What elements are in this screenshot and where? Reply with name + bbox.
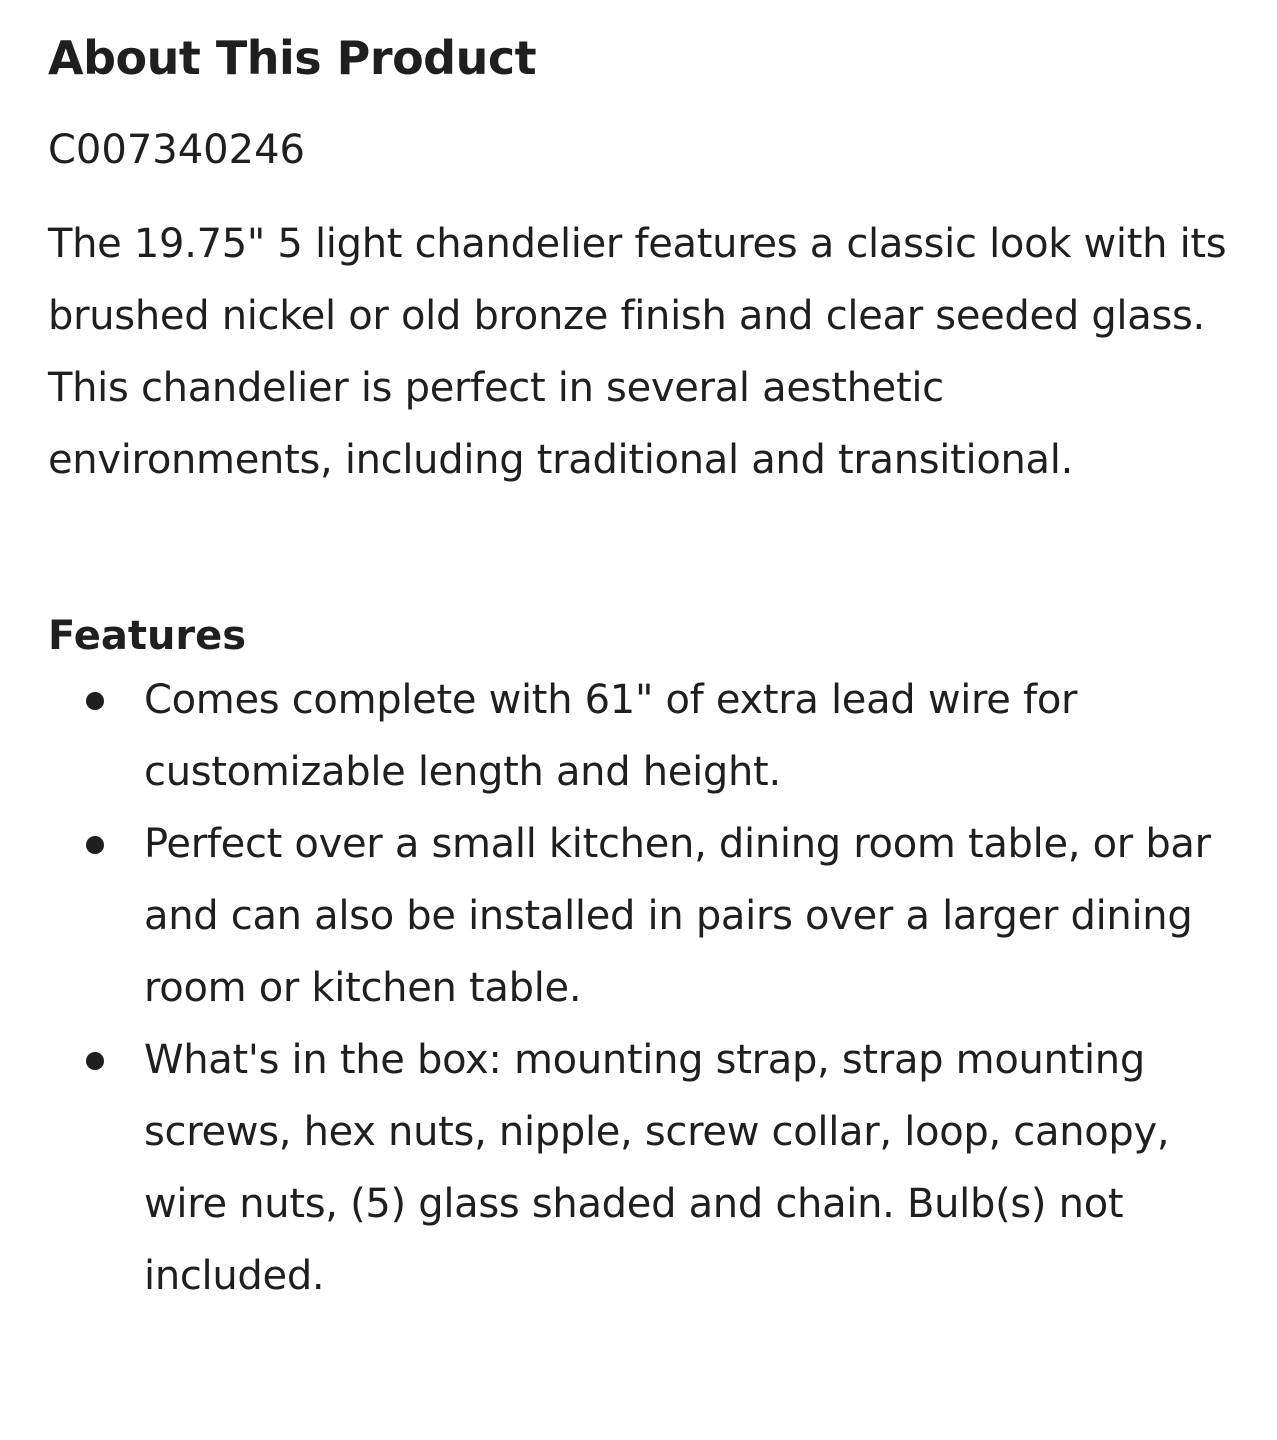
bullet-icon (86, 836, 104, 854)
section-title: About This Product (48, 31, 537, 85)
product-sku: C007340246 (48, 127, 305, 173)
feature-text: What's in the box: mounting strap, strap mounting screws, hex nuts, nipple, screw collar, loop, canopy, wire nuts, (5) glass shaded and chain. Bulb(s) not included. (144, 1037, 1170, 1299)
features-list (48, 664, 1229, 1312)
product-description: The 19.75" 5 light chandelier features a classic look with its brushed nickel or old bronze finish and clear seeded glass. This chandelier is perfect in several aesthetic environments, including traditional and transitional. (48, 221, 1227, 483)
feature-text: Perfect over a small kitchen, dining room table, or bar and can also be installed in pairs over a larger dining room or kitchen table. (144, 821, 1211, 1011)
feature-item (48, 1024, 1229, 1312)
feature-item (48, 808, 1229, 1024)
feature-text: Comes complete with 61" of extra lead wire for customizable length and height. (144, 677, 1078, 795)
feature-item (48, 664, 1229, 808)
features-heading: Features (48, 613, 247, 659)
bullet-icon (86, 692, 104, 710)
bullet-icon (86, 1052, 104, 1070)
